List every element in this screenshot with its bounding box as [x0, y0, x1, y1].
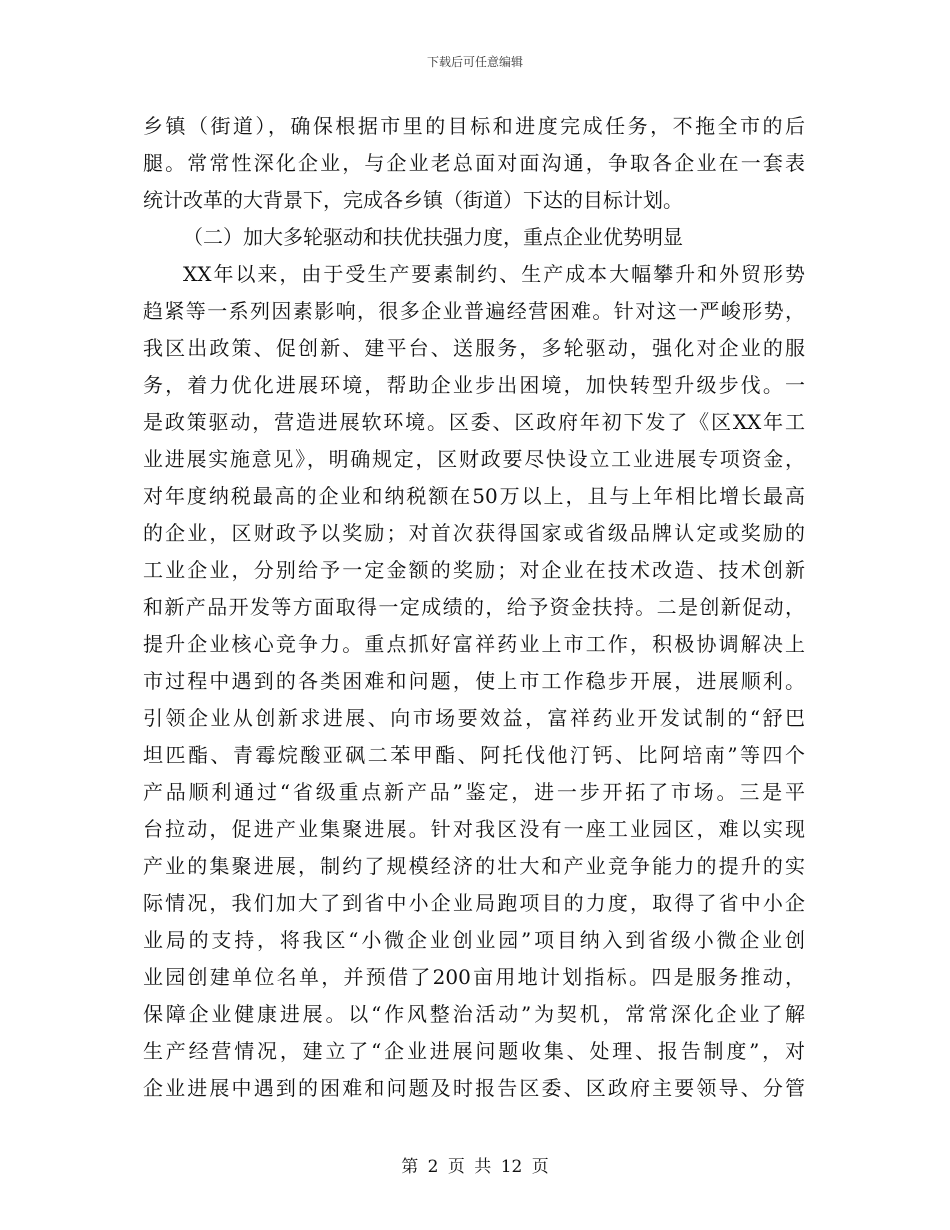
- body-line: 腿。常常性深化企业，与企业老总面对面沟通，争取各企业在一套表: [143, 151, 805, 175]
- footer-prefix: 第: [401, 1157, 419, 1177]
- header-note: 下载后可任意编辑: [426, 55, 523, 69]
- footer-total-word: 共: [474, 1157, 492, 1177]
- body-line: 引领企业从创新求进展、向市场要效益，富祥药业开发试制的“舒巴: [143, 706, 805, 730]
- body-line: 产业的集聚进展，制约了规模经济的壮大和产业竞争能力的提升的实: [143, 854, 805, 878]
- body-line: 业进展实施意见》，明确规定，区财政要尽快设立工业进展专项资金，: [143, 447, 805, 471]
- body-line: 业局的支持，将我区“小微企业创业园”项目纳入到省级小微企业创: [143, 928, 805, 952]
- body-line: 工业企业，分别给予一定金额的奖励；对企业在技术改造、技术创新: [143, 558, 805, 582]
- body-line: 对年度纳税最高的企业和纳税额在50万以上，且与上年相比增长最高: [143, 484, 805, 508]
- footer-total-pages: 12: [500, 1157, 523, 1177]
- body-line: XX年以来，由于受生产要素制约、生产成本大幅攀升和外贸形势: [183, 262, 805, 286]
- body-line: 际情况，我们加大了到省中小企业局跑项目的力度，取得了省中小企: [143, 891, 805, 915]
- footer-page-word: 页: [447, 1157, 465, 1177]
- body-line: 企业进展中遇到的困难和问题及时报告区委、区政府主要领导、分管: [143, 1076, 805, 1100]
- body-line: 坦匹酯、青霉烷酸亚砜二苯甲酯、阿托伐他汀钙、比阿培南”等四个: [143, 743, 805, 767]
- body-line: 产品顺利通过“省级重点新产品”鉴定，进一步开拓了市场。三是平: [143, 780, 805, 804]
- body-line: 我区出政策、促创新、建平台、送服务，多轮驱动，强化对企业的服: [143, 336, 805, 360]
- document-body: [143, 108, 805, 1107]
- body-line: 统计改革的大背景下，完成各乡镇（街道）下达的目标计划。: [143, 188, 683, 212]
- body-line: 业园创建单位名单，并预借了200亩用地计划指标。四是服务推动，: [143, 965, 805, 989]
- body-line: 生产经营情况，建立了“企业进展问题收集、处理、报告制度”，对: [143, 1039, 805, 1063]
- body-line: 乡镇（街道），确保根据市里的目标和进度完成任务，不拖全市的后: [143, 114, 805, 138]
- body-line: 务，着力优化进展环境，帮助企业步出困境，加快转型升级步伐。一: [143, 373, 805, 397]
- body-line: 保障企业健康进展。以“作风整治活动”为契机，常常深化企业了解: [143, 1002, 805, 1026]
- page-footer: [0, 1152, 950, 1177]
- body-line: 是政策驱动，营造进展软环境。区委、区政府年初下发了《区XX年工: [143, 410, 805, 434]
- body-line: 和新产品开发等方面取得一定成绩的，给予资金扶持。二是创新促动，: [143, 595, 805, 619]
- body-line: 趋紧等一系列因素影响，很多企业普遍经营困难。针对这一严峻形势，: [143, 299, 805, 323]
- body-line: 市过程中遇到的各类困难和问题，使上市工作稳步开展，进展顺利。: [143, 669, 805, 693]
- body-line: 提升企业核心竞争力。重点抓好富祥药业上市工作，积极协调解决上: [143, 632, 805, 656]
- footer-page-number: 2: [427, 1157, 439, 1177]
- section-heading: （二）加大多轮驱动和扶优扶强力度，重点企业优势明显: [183, 225, 683, 249]
- body-line: 台拉动，促进产业集聚进展。针对我区没有一座工业园区，难以实现: [143, 817, 805, 841]
- body-line: 的企业，区财政予以奖励；对首次获得国家或省级品牌认定或奖励的: [143, 521, 805, 545]
- footer-suffix: 页: [531, 1157, 549, 1177]
